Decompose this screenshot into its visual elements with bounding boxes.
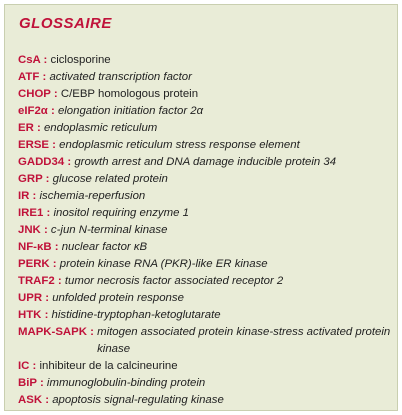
glossary-definition: endoplasmic reticulum	[43, 122, 158, 134]
glossary-abbreviation: IC :	[18, 360, 37, 372]
glossary-definition: inhibiteur de la calcineurine	[39, 360, 178, 372]
glossary-entry	[18, 256, 393, 273]
glossary-entry	[18, 188, 393, 205]
glossary-definition: histidine-tryptophan-ketoglutarate	[51, 309, 221, 321]
glossary-abbreviation: CHOP :	[18, 88, 58, 100]
glossary-entry	[18, 205, 393, 222]
glossary-definition: glucose related protein	[52, 173, 168, 185]
glossary-definition: growth arrest and DNA damage inducible protein 34	[74, 156, 337, 168]
glossary-abbreviation: IR :	[18, 190, 37, 202]
glossary-entry	[18, 103, 393, 120]
glossary-abbreviation: TRAF2 :	[18, 275, 62, 287]
glossary-abbreviation: JNK :	[18, 224, 48, 236]
glossary-entry	[18, 171, 393, 188]
glossary-box	[4, 4, 398, 411]
glossary-abbreviation: MAPK-SAPK :	[18, 326, 94, 338]
glossary-entry	[18, 154, 393, 171]
glossary-abbreviation: HTK :	[18, 309, 49, 321]
glossary-list	[18, 52, 393, 409]
glossary-entry	[18, 52, 393, 69]
glossary-definition: apoptosis signal-regulating kinase	[52, 394, 224, 406]
glossary-definition: activated transcription factor	[49, 71, 192, 83]
glossary-entry	[18, 290, 393, 307]
glossary-entry	[18, 69, 393, 86]
glossary-definition: c-jun N-terminal kinase	[50, 224, 168, 236]
glossary-entry	[18, 120, 393, 137]
glossary-abbreviation: NF-κB :	[18, 241, 59, 253]
glossary-definition: ischemia-reperfusion	[39, 190, 146, 202]
glossary-definition: tumor necrosis factor associated receptor 2	[64, 275, 284, 287]
glossary-definition: mitogen associated protein kinase-stress activated protein kinase	[97, 326, 391, 355]
glossary-definition: inositol requiring enzyme 1	[53, 207, 189, 219]
glossary-entry	[18, 239, 393, 256]
glossary-abbreviation: CsA :	[18, 54, 48, 66]
glossary-entry	[18, 222, 393, 239]
glossary-abbreviation: eIF2α :	[18, 105, 55, 117]
glossary-definition: immunoglobulin-binding protein	[46, 377, 206, 389]
glossary-entry	[18, 307, 393, 324]
glossary-abbreviation: BiP :	[18, 377, 44, 389]
glossary-definition: nuclear factor κB	[61, 241, 148, 253]
glossary-definition: elongation initiation factor 2α	[57, 105, 204, 117]
glossary-abbreviation: ASK :	[18, 394, 50, 406]
glossary-abbreviation: ER :	[18, 122, 41, 134]
glossary-abbreviation: GADD34 :	[18, 156, 72, 168]
glossary-abbreviation: IRE1 :	[18, 207, 51, 219]
glossary-abbreviation: ERSE :	[18, 139, 56, 151]
glossary-entry	[18, 324, 393, 358]
glossary-entry	[18, 273, 393, 290]
glossary-entry	[18, 86, 393, 103]
glossary-definition: unfolded protein response	[52, 292, 184, 304]
glossary-abbreviation: ATF :	[18, 71, 47, 83]
glossary-definition: protein kinase RNA (PKR)-like ER kinase	[59, 258, 268, 270]
glossary-title: GLOSSAIRE	[19, 15, 112, 32]
glossary-definition: endoplasmic reticulum stress response element	[59, 139, 300, 151]
glossary-entry	[18, 137, 393, 154]
glossary-entry	[18, 375, 393, 392]
glossary-entry	[18, 392, 393, 409]
glossary-definition: C/EBP homologous protein	[60, 88, 199, 100]
glossary-abbreviation: UPR :	[18, 292, 50, 304]
glossary-entry	[18, 358, 393, 375]
glossary-abbreviation: PERK :	[18, 258, 57, 270]
glossary-definition: ciclosporine	[50, 54, 111, 66]
glossary-abbreviation: GRP :	[18, 173, 50, 185]
